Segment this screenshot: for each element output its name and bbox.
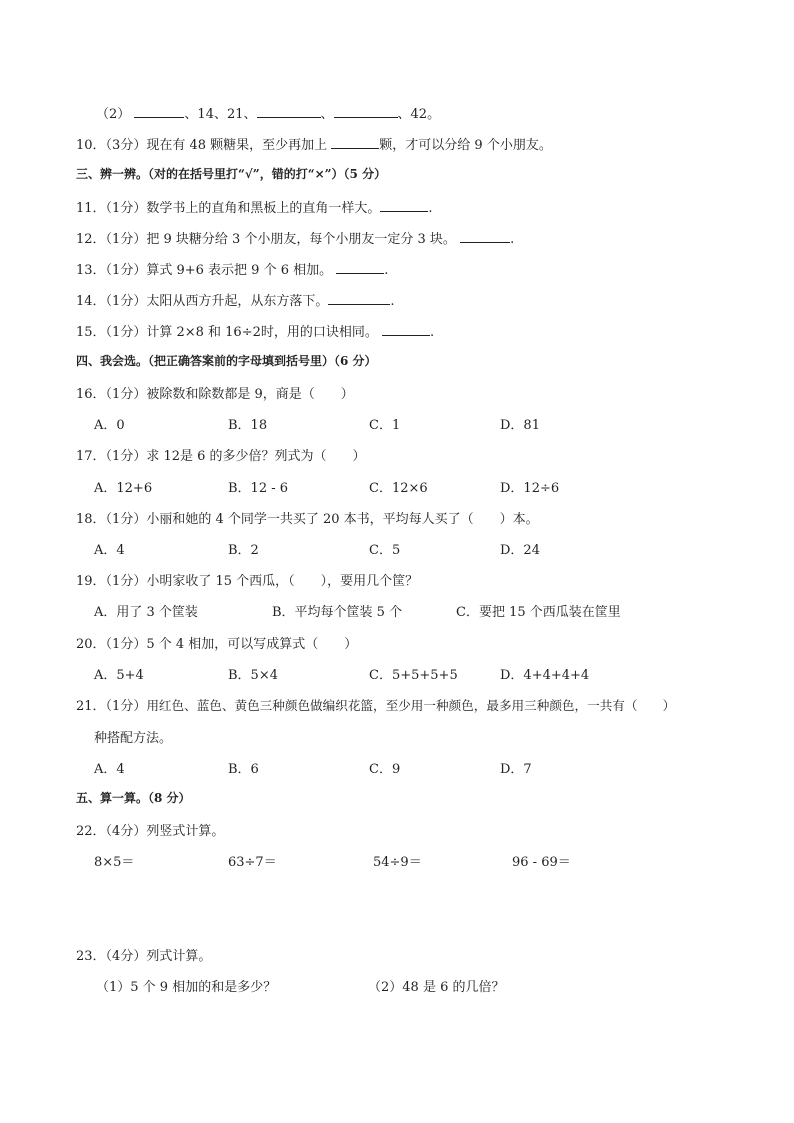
options-20 xyxy=(0,664,794,684)
option-a[interactable]: A．12+6 xyxy=(94,481,153,496)
section-4-title: 四、我会选。（把正确答案前的字母填到括号里）（6 分） xyxy=(76,354,377,368)
question-10 xyxy=(76,134,552,153)
option-a[interactable]: A．0 xyxy=(94,418,125,433)
question-text: 算式 9+6 表示把 9 个 6 相加。 xyxy=(146,263,337,278)
question-text: 颗，才可以分给 9 个小朋友。 xyxy=(379,138,552,153)
question-15 xyxy=(76,321,434,340)
option-c[interactable]: C．12×6 xyxy=(369,481,428,496)
option-c[interactable]: C．5+5+5+5 xyxy=(369,668,458,683)
option-a[interactable]: A．4 xyxy=(94,762,125,777)
question-11 xyxy=(76,197,432,216)
period: . xyxy=(428,201,433,216)
question-number: 12．（1分） xyxy=(76,232,147,247)
calc-item: 96 - 69＝ xyxy=(512,855,571,870)
option-d[interactable]: D．7 xyxy=(500,762,532,777)
section-5-title: 五、算一算。（8 分） xyxy=(76,791,191,805)
options-19 xyxy=(0,601,794,621)
calc-item: 8×5＝ xyxy=(94,855,135,870)
period: . xyxy=(430,325,435,340)
options-17 xyxy=(0,477,794,497)
question-18 xyxy=(76,508,539,527)
question-text: 被除数和除数都是 9，商是（ ） xyxy=(146,387,354,402)
option-a[interactable]: A．用了 3 个筐装 xyxy=(94,605,198,620)
option-b[interactable]: B．18 xyxy=(228,418,268,433)
option-c[interactable]: C．要把 15 个西瓜装在筐里 xyxy=(456,605,621,620)
answer-blank[interactable] xyxy=(334,105,398,118)
question-9-2 xyxy=(96,103,440,122)
question-text: 列竖式计算。 xyxy=(146,824,225,839)
question-number: 15．（1分） xyxy=(76,325,147,340)
period: . xyxy=(384,263,389,278)
sub-question: （2）48 是 6 的几倍？ xyxy=(368,980,505,995)
sequence-text: 、 xyxy=(320,107,334,122)
sequence-text: 、14、21、 xyxy=(184,107,257,122)
answer-blank[interactable] xyxy=(460,230,510,243)
question-text: 列式计算。 xyxy=(146,949,212,964)
question-number: 21．（1分） xyxy=(76,699,147,714)
question-number: 11．（1分） xyxy=(76,201,147,216)
option-a[interactable]: A．4 xyxy=(94,543,125,558)
question-number: 23．（4分） xyxy=(76,949,147,964)
calc-item: 54÷9＝ xyxy=(373,855,422,870)
calc-item: 63÷7＝ xyxy=(228,855,277,870)
answer-blank[interactable] xyxy=(336,261,384,274)
question-number: 13．（1分） xyxy=(76,263,147,278)
question-13 xyxy=(76,259,388,278)
sequence-text: 、42。 xyxy=(397,107,441,122)
question-text: 求 12是 6 的多少倍？列式为（ ） xyxy=(146,449,366,464)
question-number: 10．（3分） xyxy=(76,138,147,153)
question-text: 现在有 48 颗糖果，至少再加上 xyxy=(146,138,332,153)
question-21 xyxy=(76,695,675,714)
option-d[interactable]: D．24 xyxy=(500,543,540,558)
option-c[interactable]: C．9 xyxy=(369,762,401,777)
period: . xyxy=(510,232,515,247)
options-18 xyxy=(0,539,794,559)
options-21 xyxy=(0,758,794,778)
question-text: 5 个 4 相加，可以写成算式（ ） xyxy=(146,637,358,652)
question-text: 计算 2×8 和 16÷2时，用的口诀相同。 xyxy=(146,325,382,340)
question-20 xyxy=(76,633,357,652)
period: . xyxy=(390,294,395,309)
option-c[interactable]: C．1 xyxy=(369,418,401,433)
sub-question: （1）5 个 9 相加的和是多少？ xyxy=(96,980,277,995)
question-number: 22．（4分） xyxy=(76,824,147,839)
answer-blank[interactable] xyxy=(380,199,428,212)
question-text: 小丽和她的 4 个同学一共买了 20 本书，平均每人买了（ ）本。 xyxy=(146,512,539,527)
question-12 xyxy=(76,228,514,247)
question-number: 18．（1分） xyxy=(76,512,147,527)
answer-blank[interactable] xyxy=(328,292,390,305)
question-23 xyxy=(76,945,211,964)
question-19 xyxy=(76,570,418,589)
option-b[interactable]: B．6 xyxy=(228,762,259,777)
question-number: 16．（1分） xyxy=(76,387,147,402)
question-number: 20．（1分） xyxy=(76,637,147,652)
question-text: 用红色、蓝色、黄色三种颜色做编织花篮，至少用一种颜色，最多用三种颜色，一共有（ ） xyxy=(146,698,676,713)
question-text: 太阳从西方升起，从东方落下。 xyxy=(146,294,329,309)
question-text: 把 9 块糖分给 3 个小朋友，每个小朋友一定分 3 块。 xyxy=(146,232,461,247)
answer-blank[interactable] xyxy=(257,105,321,118)
option-c[interactable]: C．5 xyxy=(369,543,401,558)
section-3-title: 三、辨一辨。（对的在括号里打“√”，错的打“×”）（5 分） xyxy=(76,167,387,181)
option-b[interactable]: B．12 - 6 xyxy=(228,481,289,496)
calc-items-22 xyxy=(0,851,794,871)
question-text: 数学书上的直角和黑板上的直角一样大。 xyxy=(146,201,381,216)
question-16 xyxy=(76,383,354,402)
question-number: 17．（1分） xyxy=(76,449,147,464)
question-number: 19．（1分） xyxy=(76,574,147,589)
sub-question-label: （2） xyxy=(96,107,131,122)
option-b[interactable]: B．2 xyxy=(228,543,259,558)
option-d[interactable]: D．81 xyxy=(500,418,540,433)
question-number: 14．（1分） xyxy=(76,294,147,309)
question-17 xyxy=(76,445,366,464)
option-d[interactable]: D．12÷6 xyxy=(500,481,560,496)
option-b[interactable]: B．平均每个筐装 5 个 xyxy=(272,605,403,620)
option-d[interactable]: D．4+4+4+4 xyxy=(500,668,590,683)
sub-questions-23 xyxy=(0,976,794,996)
answer-blank[interactable] xyxy=(382,323,430,336)
answer-blank[interactable] xyxy=(331,136,379,149)
answer-blank[interactable] xyxy=(134,105,184,118)
question-14 xyxy=(76,290,394,309)
question-21-continued: 种搭配方法。 xyxy=(94,731,173,746)
option-b[interactable]: B．5×4 xyxy=(228,668,278,683)
options-16 xyxy=(0,414,794,434)
question-22 xyxy=(76,820,224,839)
question-text: 小明家收了 15 个西瓜，（ ），要用几个筐？ xyxy=(146,574,419,589)
option-a[interactable]: A．5+4 xyxy=(94,668,144,683)
